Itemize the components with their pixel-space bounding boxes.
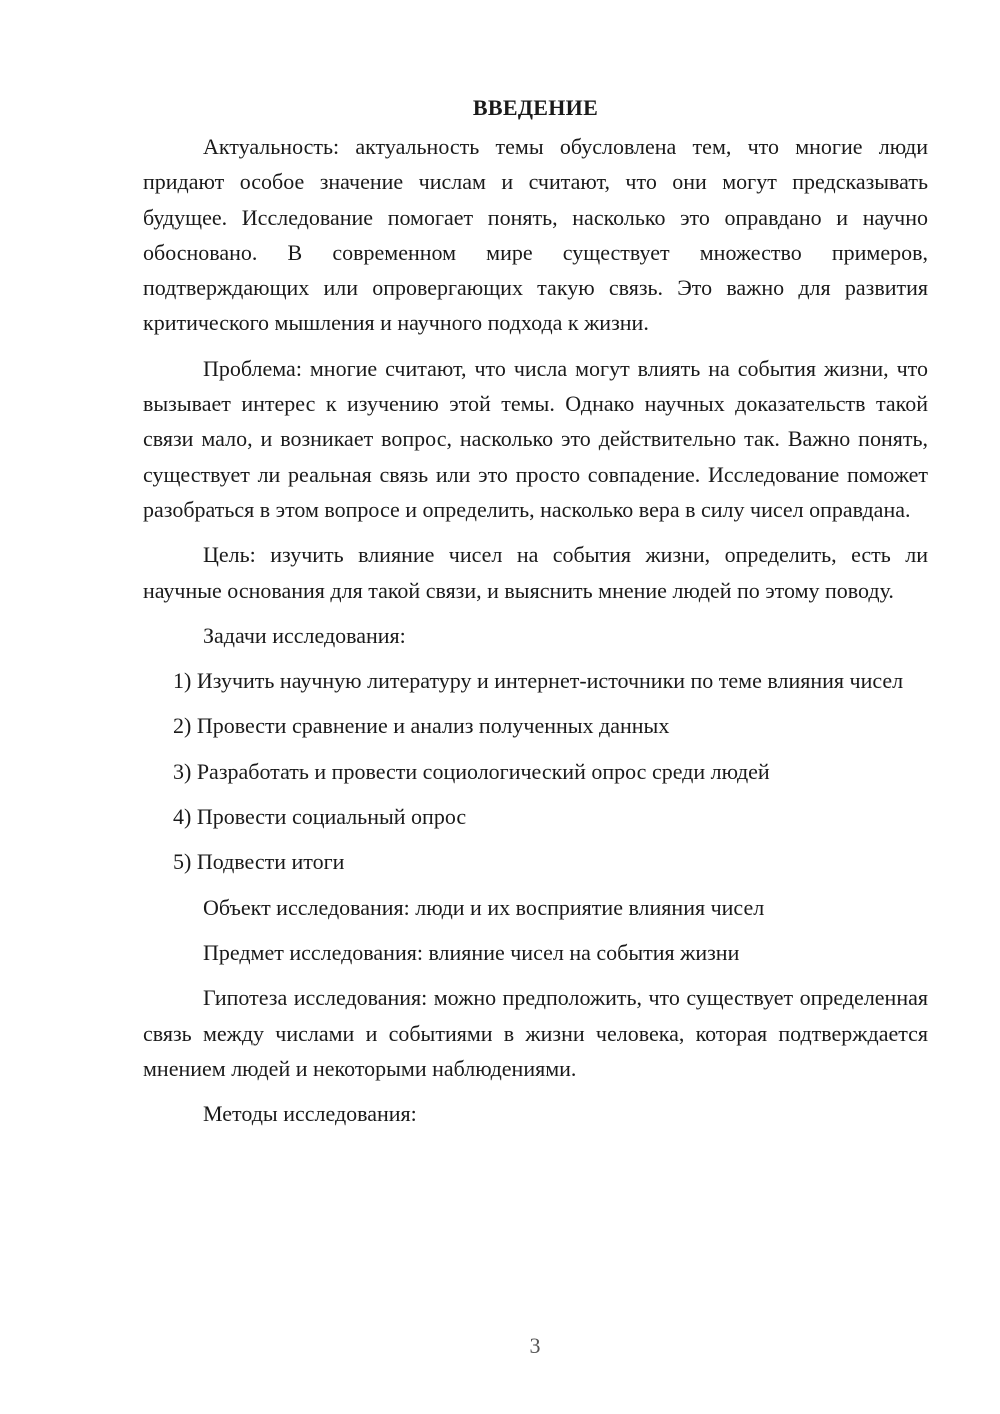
- section-title: ВВЕДЕНИЕ: [472, 95, 599, 120]
- task-item-5: 5) Подвести итоги: [173, 849, 345, 875]
- methods-heading: Методы исследования:: [203, 1101, 417, 1127]
- task-item-3: 3) Разработать и провести социологический опрос среди людей: [173, 758, 770, 784]
- page-number: 3: [529, 1333, 541, 1358]
- problem-paragraph: Проблема: многие считают, что числа могут влиять на события жизни, что вызывает интерес к изучению этой темы. Однако научных доказательств такой связи мало, и возникает вопрос, насколько это действительно так. Важно понять, существует ли реальная связь или это просто совпадение. Исследование поможет разобраться в этом вопросе и определить, насколько вера в силу чисел оправдана.: [143, 355, 928, 522]
- task-item-4: 4) Провести социальный опрос: [173, 804, 467, 830]
- goal-paragraph: Цель: изучить влияние чисел на события жизни, определить, есть ли научные основания для такой связи, и выяснить мнение людей по этому поводу.: [143, 542, 928, 603]
- relevance-paragraph: Актуальность: актуальность темы обусловлена тем, что многие люди придают особое значение числам и считают, что они могут предсказывать будущее. Исследование помогает понять, насколько это оправдано и научно обосновано. В современном мире существует множество примеров, подтверждающих или опровергающих такую связь. Это важно для развития критического мышления и научного подхода к жизни.: [143, 134, 928, 336]
- task-item-2: 2) Провести сравнение и анализ полученных данных: [173, 713, 670, 739]
- subject-paragraph: Предмет исследования: влияние чисел на события жизни: [203, 939, 740, 965]
- task-item-1: 1) Изучить научную литературу и интернет-источники по теме влияния чисел: [173, 668, 904, 694]
- object-paragraph: Объект исследования: люди и их восприятие влияния чисел: [203, 894, 765, 920]
- tasks-heading: Задачи исследования:: [203, 622, 406, 648]
- hypothesis-paragraph: Гипотеза исследования: можно предположить, что существует определенная связь между числами и событиями в жизни человека, которая подтверждается мнением людей и некоторыми наблюдениями.: [143, 985, 928, 1081]
- page-content: [143, 90, 928, 1141]
